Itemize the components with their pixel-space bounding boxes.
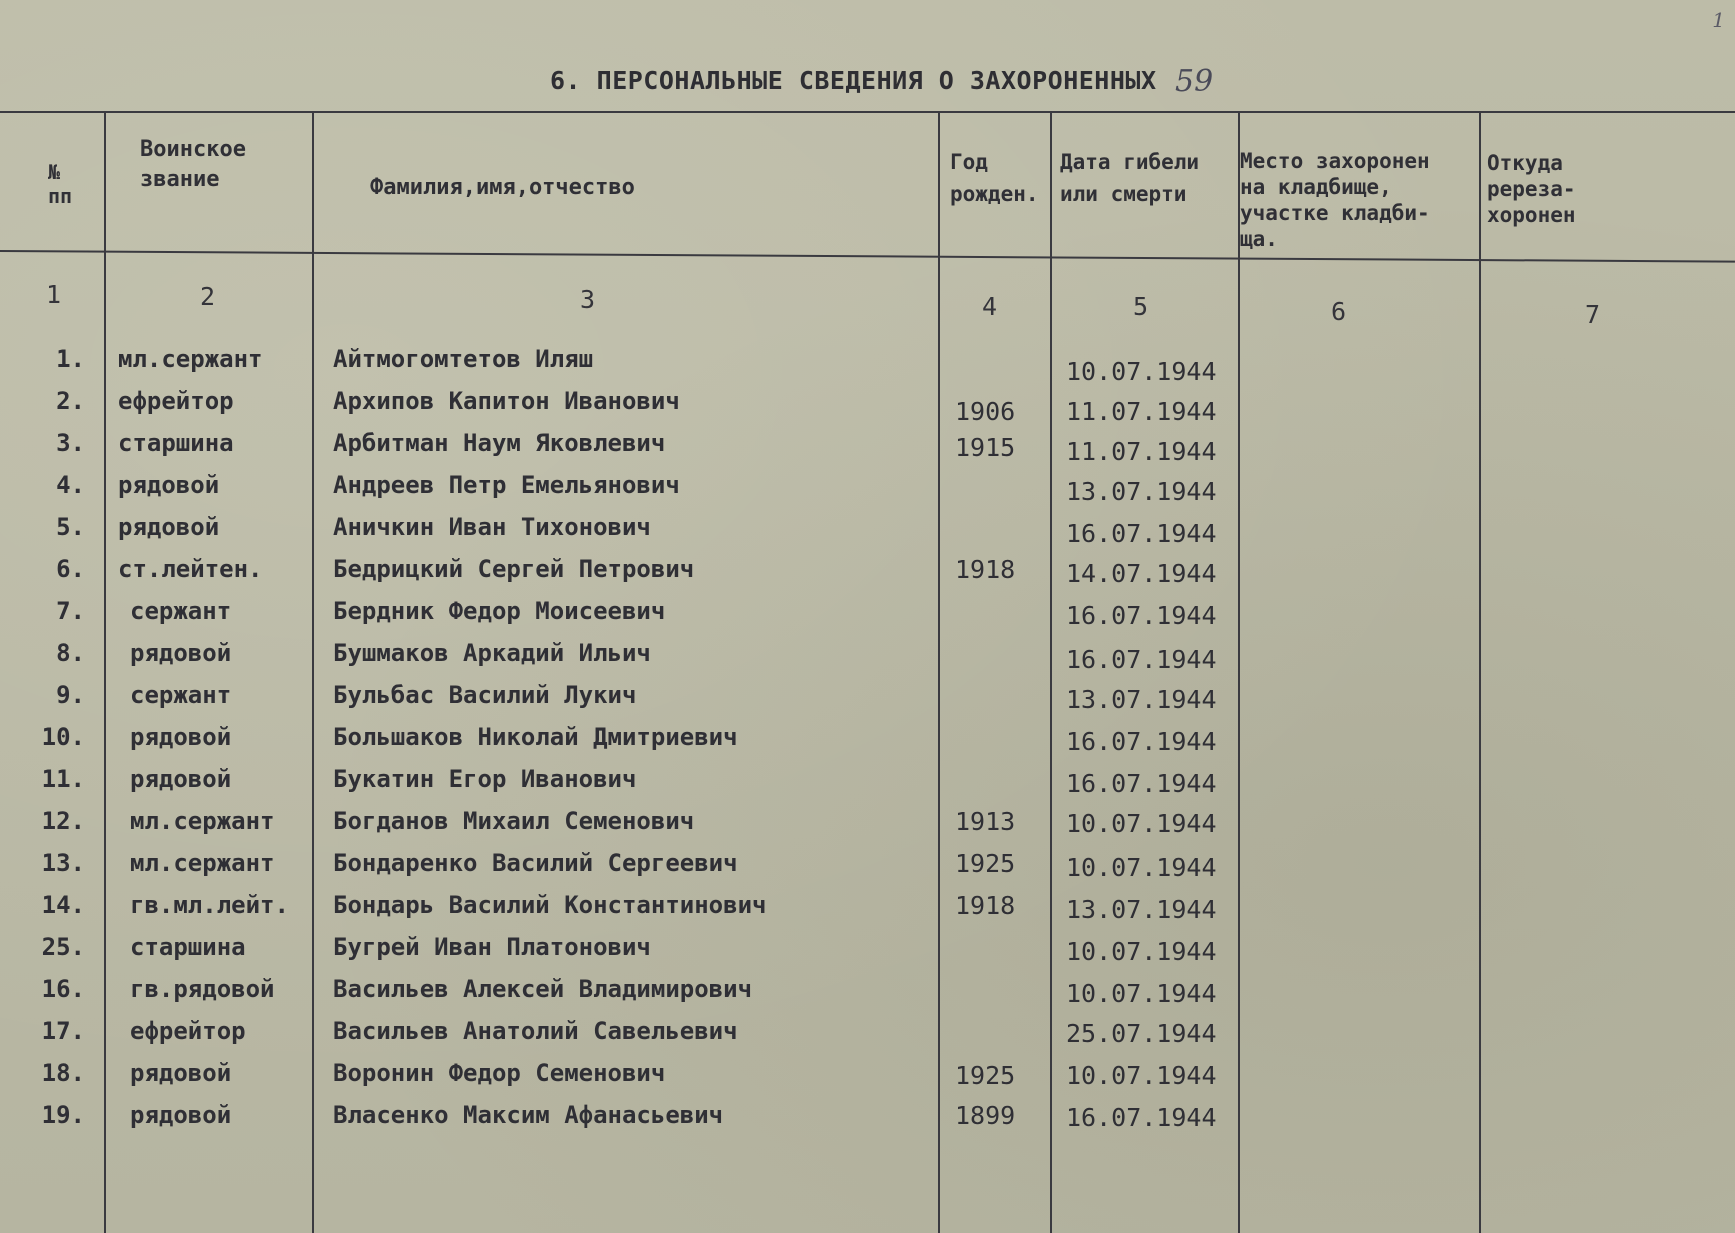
birth-year: 1918: [955, 891, 1016, 920]
full-name: Андреев Петр Емельянович: [333, 471, 680, 499]
death-date: 11.07.1944: [1066, 437, 1217, 466]
row-number: 8.: [56, 639, 85, 667]
table-row: [0, 849, 1735, 891]
military-rank: сержант: [130, 597, 232, 625]
table-row: [0, 597, 1735, 639]
death-date: 13.07.1944: [1066, 895, 1217, 924]
header-birth-year: Год рожден.: [950, 150, 1039, 206]
military-rank: рядовой: [118, 471, 220, 499]
military-rank: старшина: [118, 429, 234, 457]
death-date: 16.07.1944: [1066, 645, 1217, 674]
full-name: Васильев Анатолий Савельевич: [333, 1017, 738, 1045]
table-row: [0, 555, 1735, 597]
table-row: [0, 807, 1735, 849]
death-date: 25.07.1944: [1066, 1019, 1217, 1048]
military-rank: гв.мл.лейт.: [130, 891, 289, 919]
table-row: [0, 1059, 1735, 1101]
military-rank: рядовой: [130, 639, 232, 667]
row-number: 19.: [41, 1101, 85, 1129]
table-row: [0, 639, 1735, 681]
birth-year: 1918: [955, 555, 1016, 584]
birth-year: 1925: [955, 849, 1016, 878]
full-name: Бедрицкий Сергей Петрович: [333, 555, 695, 583]
death-date: 16.07.1944: [1066, 519, 1217, 548]
table-row: [0, 1101, 1735, 1143]
full-name: Воронин Федор Семенович: [333, 1059, 666, 1087]
military-rank: ефрейтор: [130, 1017, 246, 1045]
column-number-4: 4: [982, 292, 998, 321]
column-number-6: 6: [1331, 297, 1347, 326]
military-rank: ст.лейтен.: [118, 555, 263, 583]
full-name: Букатин Егор Иванович: [333, 765, 637, 793]
table-row: [0, 933, 1735, 975]
row-number: 10.: [41, 723, 85, 751]
row-number: 2.: [56, 387, 85, 415]
column-number-1: 1: [46, 280, 62, 309]
birth-year: 1906: [955, 397, 1016, 426]
row-number: 11.: [41, 765, 85, 793]
full-name: Архипов Капитон Иванович: [333, 387, 680, 415]
header-reburied-from: Откуда pереза- хоронен: [1487, 151, 1576, 227]
table-row: [0, 345, 1735, 387]
header-death-date: Дата гибели или смерти: [1060, 150, 1200, 206]
military-rank: старшина: [130, 933, 246, 961]
full-name: Бондарь Василий Константинович: [333, 891, 767, 919]
table-top-rule: [0, 111, 1735, 113]
death-date: 10.07.1944: [1066, 853, 1217, 882]
death-date: 13.07.1944: [1066, 685, 1217, 714]
header-number: № пп: [48, 160, 73, 208]
table-row: [0, 513, 1735, 555]
full-name: Богданов Михаил Семенович: [333, 807, 695, 835]
row-number: 18.: [41, 1059, 85, 1087]
row-number: 5.: [56, 513, 85, 541]
military-rank: сержант: [130, 681, 232, 709]
death-date: 13.07.1944: [1066, 477, 1217, 506]
row-number: 6.: [56, 555, 85, 583]
military-rank: рядовой: [130, 1101, 232, 1129]
death-date: 16.07.1944: [1066, 601, 1217, 630]
military-rank: мл.сержант: [130, 849, 275, 877]
full-name: Васильев Алексей Владимирович: [333, 975, 753, 1003]
table-row: [0, 891, 1735, 933]
table-row: [0, 387, 1735, 429]
handwritten-page-number: 59: [1175, 64, 1214, 99]
death-date: 10.07.1944: [1066, 1061, 1217, 1090]
column-number-5: 5: [1133, 292, 1149, 321]
death-date: 11.07.1944: [1066, 397, 1217, 426]
military-rank: гв.рядовой: [130, 975, 275, 1003]
death-date: 14.07.1944: [1066, 559, 1217, 588]
death-date: 10.07.1944: [1066, 809, 1217, 838]
full-name: Бугрей Иван Платонович: [333, 933, 651, 961]
row-number: 1.: [56, 345, 85, 373]
header-rank: Воинское звание: [140, 137, 246, 192]
table-row: [0, 1017, 1735, 1059]
header-burial-place: Место захоронен на кладбище, участке кладби- ща.: [1240, 149, 1430, 251]
full-name: Власенко Максим Афанасьевич: [333, 1101, 724, 1129]
military-rank: мл.сержант: [118, 345, 263, 373]
birth-year: 1899: [955, 1101, 1016, 1130]
row-number: 17.: [41, 1017, 85, 1045]
full-name: Арбитман Наум Яковлевич: [333, 429, 666, 457]
death-date: 10.07.1944: [1066, 357, 1217, 386]
death-date: 10.07.1944: [1066, 937, 1217, 966]
row-number: 7.: [56, 597, 85, 625]
row-number: 9.: [56, 681, 85, 709]
table-row: [0, 975, 1735, 1017]
row-number: 4.: [56, 471, 85, 499]
header-full-name: Фамилия,имя,отчество: [370, 175, 635, 200]
military-rank: рядовой: [130, 723, 232, 751]
row-number: 14.: [41, 891, 85, 919]
page-title: 6. ПЕРСОНАЛЬНЫЕ СВЕДЕНИЯ О ЗАХОРОНЕННЫХ: [550, 66, 1157, 95]
corner-mark: 1: [1712, 8, 1725, 32]
death-date: 16.07.1944: [1066, 727, 1217, 756]
header-bottom-rule: [0, 250, 1735, 263]
row-number: 16.: [41, 975, 85, 1003]
column-number-7: 7: [1585, 300, 1601, 329]
full-name: Бульбас Василий Лукич: [333, 681, 637, 709]
table-row: [0, 429, 1735, 471]
row-number: 12.: [41, 807, 85, 835]
death-date: 16.07.1944: [1066, 1103, 1217, 1132]
table-row: [0, 765, 1735, 807]
military-rank: ефрейтор: [118, 387, 234, 415]
row-number: 25.: [41, 933, 85, 961]
column-number-3: 3: [580, 285, 596, 314]
birth-year: 1913: [955, 807, 1016, 836]
full-name: Большаков Николай Дмитриевич: [333, 723, 738, 751]
table-row: [0, 723, 1735, 765]
birth-year: 1925: [955, 1061, 1016, 1090]
row-number: 13.: [41, 849, 85, 877]
death-date: 16.07.1944: [1066, 769, 1217, 798]
full-name: Бердник Федор Моисеевич: [333, 597, 666, 625]
military-rank: рядовой: [130, 1059, 232, 1087]
death-date: 10.07.1944: [1066, 979, 1217, 1008]
birth-year: 1915: [955, 433, 1016, 462]
military-rank: мл.сержант: [130, 807, 275, 835]
full-name: Бондаренко Василий Сергеевич: [333, 849, 738, 877]
table-row: [0, 681, 1735, 723]
table-row: [0, 471, 1735, 513]
military-rank: рядовой: [118, 513, 220, 541]
military-rank: рядовой: [130, 765, 232, 793]
full-name: Айтмогомтетов Иляш: [333, 345, 594, 373]
row-number: 3.: [56, 429, 85, 457]
full-name: Аничкин Иван Тихонович: [333, 513, 651, 541]
column-number-2: 2: [200, 282, 216, 311]
full-name: Бушмаков Аркадий Ильич: [333, 639, 651, 667]
table-body: [0, 345, 1735, 1143]
